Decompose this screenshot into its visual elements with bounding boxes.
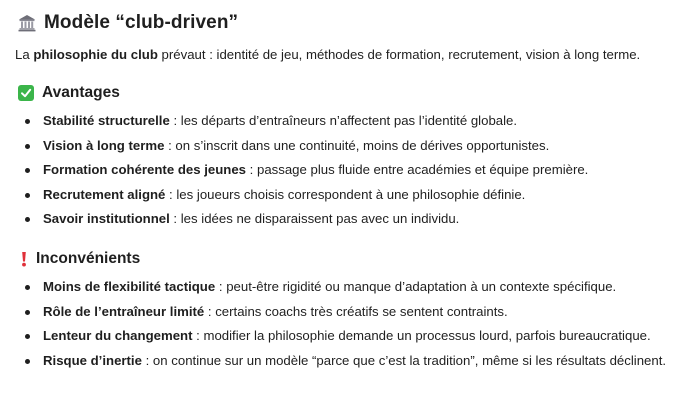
- item-term: Lenteur du changement: [43, 328, 193, 343]
- list-item: [20, 207, 685, 232]
- bullet-icon: [25, 217, 30, 222]
- advantages-heading: [18, 82, 120, 104]
- list-item: [20, 158, 685, 183]
- list-item: [20, 349, 683, 374]
- item-term: Formation cohérente des jeunes: [43, 162, 246, 177]
- item-term: Stabilité structurelle: [43, 113, 170, 128]
- item-description: : les joueurs choisis correspondent à une philosophie définie.: [165, 186, 526, 202]
- bullet-icon: [25, 193, 30, 198]
- disadvantages-heading-label: Inconvénients: [36, 250, 141, 267]
- list-item: [20, 300, 685, 325]
- list-item: [20, 324, 685, 349]
- list-item: [20, 134, 685, 159]
- check-mark-icon: [18, 85, 34, 101]
- intro-paragraph: [15, 45, 640, 65]
- item-term: Savoir institutionnel: [43, 211, 170, 226]
- item-description: : certains coachs très créatifs se sentent contraints.: [204, 303, 508, 319]
- bullet-icon: [25, 168, 30, 173]
- bullet-icon: [25, 359, 30, 364]
- title-row: [18, 10, 238, 36]
- list-item: [20, 109, 685, 134]
- intro-strong: philosophie du club: [33, 47, 158, 62]
- bullet-icon: [25, 285, 30, 290]
- item-description: : les idées ne disparaissent pas avec un individu.: [169, 211, 460, 226]
- bullet-icon: [25, 334, 30, 339]
- exclamation-mark-icon: [20, 251, 28, 267]
- item-term: Moins de flexibilité tactique: [43, 279, 216, 294]
- bullet-icon: [25, 119, 30, 124]
- advantages-heading-label: Avantages: [42, 84, 120, 101]
- bullet-icon: [25, 310, 30, 315]
- list-item: [20, 275, 685, 300]
- item-term: Vision à long terme: [43, 137, 165, 153]
- item-term: Recrutement aligné: [43, 186, 166, 202]
- disadvantages-heading: [18, 248, 140, 270]
- classical-building-icon: [18, 14, 36, 32]
- list-item: [20, 183, 685, 208]
- bullet-icon: [25, 144, 30, 149]
- page-title: Modèle “club-driven”: [44, 12, 239, 33]
- item-term: Risque d’inertie: [43, 352, 142, 368]
- advantages-list: [20, 109, 685, 232]
- item-description: : peut-être rigidité ou manque d’adaptation à un contexte spécifique.: [215, 279, 617, 294]
- item-description: : passage plus fluide entre académies et équipe première.: [246, 162, 589, 177]
- item-description: : les départs d’entraîneurs n’affectent pas l’identité globale.: [169, 113, 518, 128]
- item-description: : on s’inscrit dans une continuité, moins de dérives opportunistes.: [164, 137, 550, 153]
- disadvantages-list: [20, 275, 685, 373]
- item-term: Rôle de l’entraîneur limité: [43, 303, 205, 319]
- intro-prefix: La: [15, 47, 34, 62]
- item-description: : modifier la philosophie demande un processus lourd, parfois bureaucratique.: [192, 328, 651, 343]
- item-description: : on continue sur un modèle “parce que c’est la tradition”, même si les résultats déclinent.: [141, 352, 667, 368]
- intro-suffix: prévaut : identité de jeu, méthodes de formation, recrutement, vision à long terme.: [157, 47, 641, 62]
